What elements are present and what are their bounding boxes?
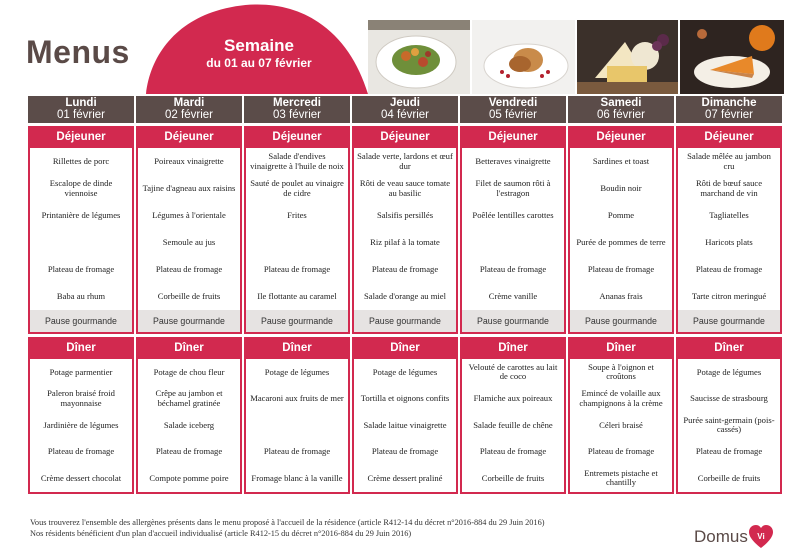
menu-item	[30, 229, 132, 256]
diner-items	[676, 359, 782, 494]
day-column-lundi	[28, 96, 134, 494]
footer-notes	[30, 518, 545, 539]
food-photos	[368, 20, 784, 94]
menu-item: Potage de légumes	[264, 366, 330, 377]
section-diner: Dîner	[352, 337, 458, 359]
menu-item: Haricots plats	[705, 236, 753, 247]
pause-gourmande: Pause gourmande	[246, 310, 348, 332]
menu-item: Tarte citron meringué	[691, 290, 767, 301]
section-diner: Dîner	[676, 337, 782, 359]
week-label: Semaine	[224, 36, 294, 55]
menu-item: Filet de saumon rôti à l'estragon	[475, 178, 551, 198]
day-date: 02 février	[165, 109, 213, 121]
menu-item: Salade mêlée au jambon cru	[687, 151, 771, 171]
logo-text: Domus	[694, 527, 748, 546]
menu-item: Poêlée lentilles carottes	[472, 209, 554, 220]
menu-item: Soupe à l'oignon et croûtons	[588, 361, 654, 382]
menu-item: Betteraves vinaigrette	[475, 155, 551, 166]
menu-item: Salade feuille de chêne	[473, 419, 553, 430]
day-header	[676, 96, 782, 123]
menu-item: Pomme	[607, 209, 635, 220]
footer-plan-note: Nos résidents bénéficient d'un plan d'accueil individualisé (article R412-15 du décret n°2016-884 du 29 Juin 2016)	[30, 528, 412, 538]
menu-item: Plateau de fromage	[587, 446, 655, 456]
section-diner: Dîner	[136, 337, 242, 359]
day-date: 03 février	[273, 109, 321, 121]
menu-item: Potage de légumes	[696, 366, 762, 377]
logo-mark: Vi	[757, 532, 765, 541]
menu-item	[246, 229, 348, 256]
menu-item: Plateau de fromage	[695, 446, 763, 456]
menu-item: Plateau de fromage	[155, 446, 223, 456]
menu-item: Semoule au jus	[162, 236, 216, 247]
menu-item: Corbeille de fruits	[697, 472, 761, 483]
diner-items	[244, 359, 350, 494]
menu-item: Macaroni aux fruits de mer	[250, 393, 344, 403]
footer-allergens-note: Vous trouverez l'ensemble des allergènes présents dans le menu proposé à l'accueil de la résidence (article R412-14 du décret n°2016-884 du 29 Juin 2016)	[30, 518, 545, 527]
menu-item	[462, 229, 564, 256]
section-dejeuner: Déjeuner	[136, 126, 242, 148]
menu-item: Crème dessert praliné	[367, 472, 443, 483]
menu-item: Plateau de fromage	[155, 263, 223, 274]
day-header	[244, 96, 350, 123]
day-name: Dimanche	[701, 97, 757, 109]
day-header	[28, 96, 134, 123]
dejeuner-items	[568, 148, 674, 334]
pause-gourmande: Pause gourmande	[30, 310, 132, 332]
pause-gourmande: Pause gourmande	[354, 310, 456, 332]
menu-item: Plateau de fromage	[371, 263, 439, 274]
page-title: Menus	[26, 34, 130, 70]
menu-item: Plateau de fromage	[263, 263, 331, 274]
weekly-menu-grid	[28, 96, 782, 494]
menu-item: Potage de légumes	[372, 366, 438, 377]
menu-item: Plateau de fromage	[47, 263, 115, 274]
section-diner: Dîner	[244, 337, 350, 359]
day-header	[568, 96, 674, 123]
day-name: Lundi	[65, 97, 97, 109]
menu-item: Jardinière de légumes	[43, 419, 119, 430]
day-name: Mercredi	[273, 97, 321, 109]
menu-item: Plateau de fromage	[371, 446, 439, 456]
menu-item: Compote pomme poire	[149, 472, 229, 483]
pause-gourmande: Pause gourmande	[462, 310, 564, 332]
week-banner	[188, 36, 330, 70]
menu-item: Baba au rhum	[56, 290, 106, 301]
menu-item: Potage de chou fleur	[153, 366, 225, 377]
day-date: 04 février	[381, 109, 429, 121]
menu-item: Saucisse de strasbourg	[690, 393, 768, 403]
menu-item: Potage parmentier	[49, 366, 113, 377]
day-header	[460, 96, 566, 123]
section-dejeuner: Déjeuner	[676, 126, 782, 148]
menu-item: Boudin noir	[600, 182, 642, 193]
day-column-vendredi	[460, 96, 566, 494]
section-dejeuner: Déjeuner	[568, 126, 674, 148]
dejeuner-items	[352, 148, 458, 334]
dejeuner-items	[136, 148, 242, 334]
menu-item: Entremets pistache et chantilly	[584, 467, 658, 488]
menu-item: Crème dessert chocolat	[40, 472, 122, 483]
pause-gourmande: Pause gourmande	[570, 310, 672, 332]
menu-item: Escalope de dinde viennoise	[49, 178, 113, 198]
menu-item: Ananas frais	[599, 290, 643, 301]
dejeuner-items	[28, 148, 134, 334]
menu-item: Rillettes de porc	[52, 155, 110, 166]
menu-item: Corbeille de fruits	[481, 472, 545, 483]
day-column-mardi	[136, 96, 242, 494]
menu-item: Crêpe au jambon et béchamel gratinée	[155, 388, 223, 408]
day-name: Samedi	[600, 97, 642, 109]
day-date: 05 février	[489, 109, 537, 121]
menu-item: Sauté de poulet au vinaigre de cidre	[250, 178, 344, 198]
menu-item: Plateau de fromage	[587, 263, 655, 274]
photo-poultry	[472, 20, 575, 94]
menu-item: Plateau de fromage	[47, 446, 115, 456]
menu-item: Légumes à l'orientale	[152, 209, 226, 220]
week-dates: du 01 au 07 février	[206, 56, 312, 70]
day-header	[136, 96, 242, 123]
section-diner: Dîner	[460, 337, 566, 359]
menu-item: Plateau de fromage	[479, 446, 547, 456]
menu-item: Salsifis persillés	[376, 209, 434, 220]
photo-pumpkin-pie	[680, 20, 784, 94]
menu-item: Flamiche aux poireaux	[473, 393, 553, 403]
dejeuner-items	[244, 148, 350, 334]
menu-item: Plateau de fromage	[479, 263, 547, 274]
menu-item: Tagliatelles	[709, 209, 749, 220]
menu-item: Ile flottante au caramel	[257, 290, 337, 301]
menu-item: Emincé de volaille aux champignons à la crème	[579, 388, 663, 408]
diner-items	[568, 359, 674, 494]
day-column-samedi	[568, 96, 674, 494]
menu-item: Plateau de fromage	[695, 263, 763, 274]
menu-item: Crème vanille	[488, 290, 538, 301]
menu-item: Salade verte, lardons et œuf dur	[357, 151, 453, 171]
section-diner: Dîner	[568, 337, 674, 359]
menu-item: Sardines et toast	[592, 155, 650, 166]
menu-item: Purée de pommes de terre	[576, 236, 666, 247]
day-name: Mardi	[173, 97, 205, 109]
menu-item: Paleron braisé froid mayonnaise	[47, 388, 115, 408]
menu-item: Plateau de fromage	[263, 446, 331, 456]
menu-item: Salade d'endives vinaigrette à l'huile de noix	[250, 151, 344, 171]
day-date: 01 février	[57, 109, 105, 121]
menu-item: Poireaux vinaigrette	[154, 155, 224, 166]
menu-item: Salade iceberg	[163, 419, 215, 430]
diner-items	[28, 359, 134, 494]
diner-items	[136, 359, 242, 494]
menu-item: Salade laitue vinaigrette	[363, 419, 447, 430]
domusvi-logo	[694, 524, 774, 550]
section-dejeuner: Déjeuner	[460, 126, 566, 148]
pause-gourmande: Pause gourmande	[678, 310, 780, 332]
section-dejeuner: Déjeuner	[352, 126, 458, 148]
menu-item: Tortilla et oignons confits	[360, 393, 450, 403]
menu-item: Salade d'orange au miel	[364, 290, 446, 301]
photo-salad	[368, 20, 470, 94]
menu-item: Rôti de bœuf sauce marchand de vin	[695, 178, 763, 198]
day-date: 06 février	[597, 109, 645, 121]
menu-item: Printanière de légumes	[41, 209, 121, 220]
day-column-dimanche	[676, 96, 782, 494]
pause-gourmande: Pause gourmande	[138, 310, 240, 332]
day-date: 07 février	[705, 109, 753, 121]
logo-heart-icon	[748, 524, 774, 550]
section-diner: Dîner	[28, 337, 134, 359]
menu-item: Rôti de veau sauce tomate au basilic	[359, 178, 451, 198]
menu-item: Tajine d'agneau aux raisins	[142, 182, 236, 193]
menu-item: Riz pilaf à la tomate	[370, 236, 440, 247]
section-dejeuner: Déjeuner	[244, 126, 350, 148]
section-dejeuner: Déjeuner	[28, 126, 134, 148]
menu-item: Fromage blanc à la vanille	[251, 472, 343, 483]
day-header	[352, 96, 458, 123]
photo-cheese	[577, 20, 678, 94]
menu-item	[246, 412, 348, 439]
menu-item: Frites	[287, 209, 307, 220]
day-column-mercredi	[244, 96, 350, 494]
day-name: Vendredi	[488, 97, 538, 109]
dejeuner-items	[460, 148, 566, 334]
day-name: Jeudi	[389, 97, 421, 109]
menu-item: Velouté de carottes au lait de coco	[468, 361, 558, 382]
diner-items	[352, 359, 458, 494]
menu-item: Corbeille de fruits	[157, 290, 221, 301]
diner-items	[460, 359, 566, 494]
menu-item: Purée saint-germain (pois-cassés)	[683, 414, 775, 435]
menu-item: Céleri braisé	[599, 419, 643, 430]
day-column-jeudi	[352, 96, 458, 494]
dejeuner-items	[676, 148, 782, 334]
